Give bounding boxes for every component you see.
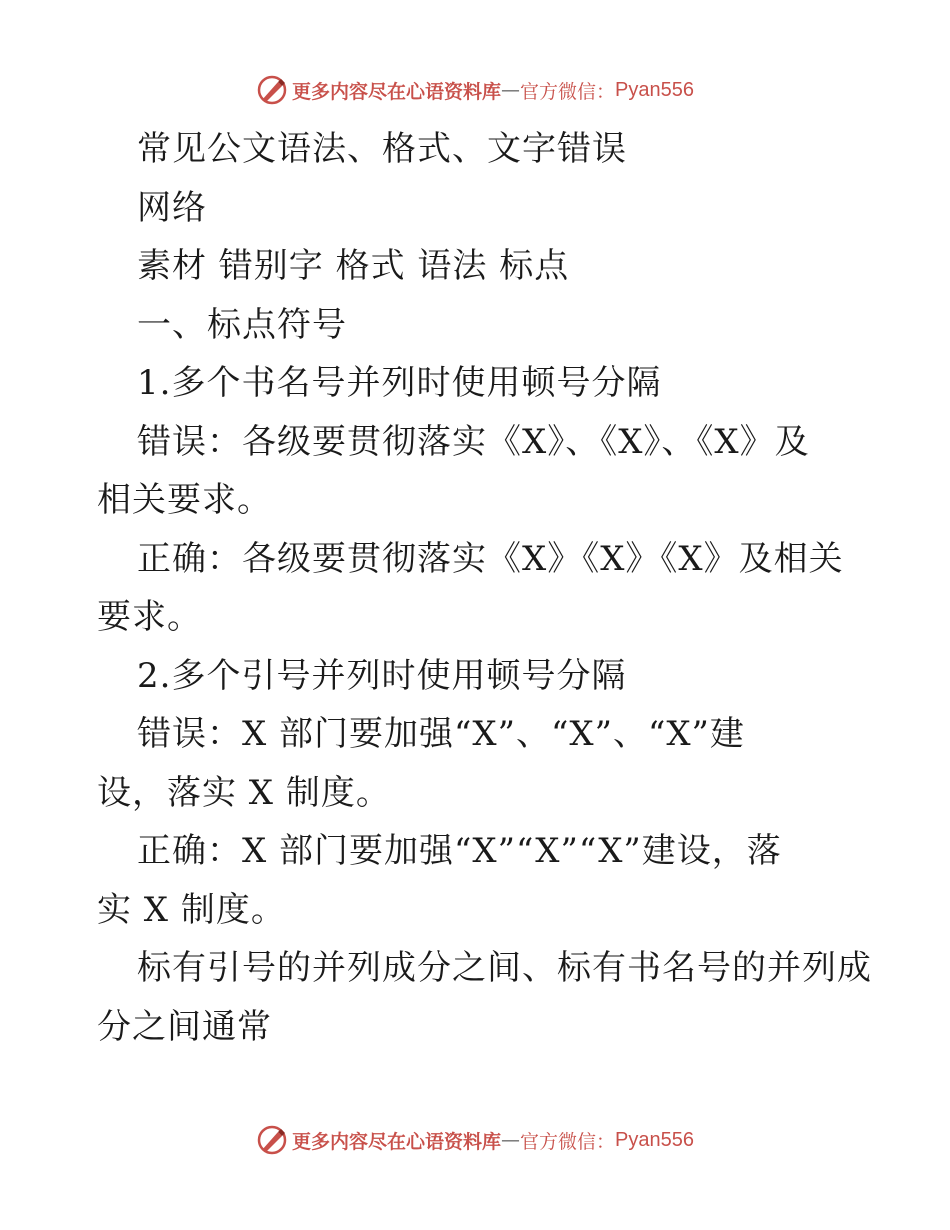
watermark-contact-id: Pyan556 bbox=[615, 1128, 694, 1151]
rule-heading-2: 2.多个引号并列时使用顿号分隔 bbox=[137, 655, 627, 696]
correct-example-1-cont: 要求。 bbox=[97, 597, 202, 637]
explanation-paragraph-cont: 分之间通常 bbox=[97, 1006, 272, 1047]
rule-heading-1: 1.多个书名号并列时使用顿号分隔 bbox=[137, 363, 662, 403]
explanation-paragraph: 标有引号的并列成分之间、标有书名号的并列成 bbox=[137, 948, 872, 988]
header-watermark bbox=[0, 70, 950, 110]
watermark-separator: — bbox=[501, 79, 521, 101]
pen-logo-icon bbox=[256, 1124, 288, 1156]
watermark-separator: — bbox=[501, 1129, 521, 1151]
wrong-example-1: 错误：各级要贯彻落实《X》、《X》、《X》及 bbox=[137, 421, 810, 462]
correct-example-2-cont: 实 X 制度。 bbox=[97, 889, 286, 930]
wrong-example-1-cont: 相关要求。 bbox=[97, 480, 272, 520]
watermark-contact-label: 官方微信： bbox=[520, 1130, 616, 1153]
pen-logo-icon bbox=[256, 74, 288, 106]
document-body bbox=[97, 120, 872, 1056]
doc-source: 网络 bbox=[137, 187, 207, 228]
watermark-contact-label: 官方微信： bbox=[520, 80, 616, 103]
correct-example-1: 正确：各级要贯彻落实《X》《X》《X》及相关 bbox=[137, 538, 844, 579]
section-heading: 一、标点符号 bbox=[137, 304, 347, 345]
footer-watermark bbox=[0, 1120, 950, 1160]
watermark-text: 更多内容尽在心语资料库 bbox=[292, 80, 502, 103]
doc-tags: 素材 错别字 格式 语法 标点 bbox=[137, 246, 570, 286]
watermark-text: 更多内容尽在心语资料库 bbox=[292, 1130, 502, 1153]
wrong-example-2: 错误：X 部门要加强“X”、“X”、“X”建 bbox=[137, 714, 745, 754]
watermark-contact-id: Pyan556 bbox=[615, 78, 694, 101]
correct-example-2: 正确：X 部门要加强“X”“X”“X”建设，落 bbox=[137, 831, 782, 871]
wrong-example-2-cont: 设，落实 X 制度。 bbox=[97, 772, 391, 813]
doc-title: 常见公文语法、格式、文字错误 bbox=[137, 129, 627, 169]
